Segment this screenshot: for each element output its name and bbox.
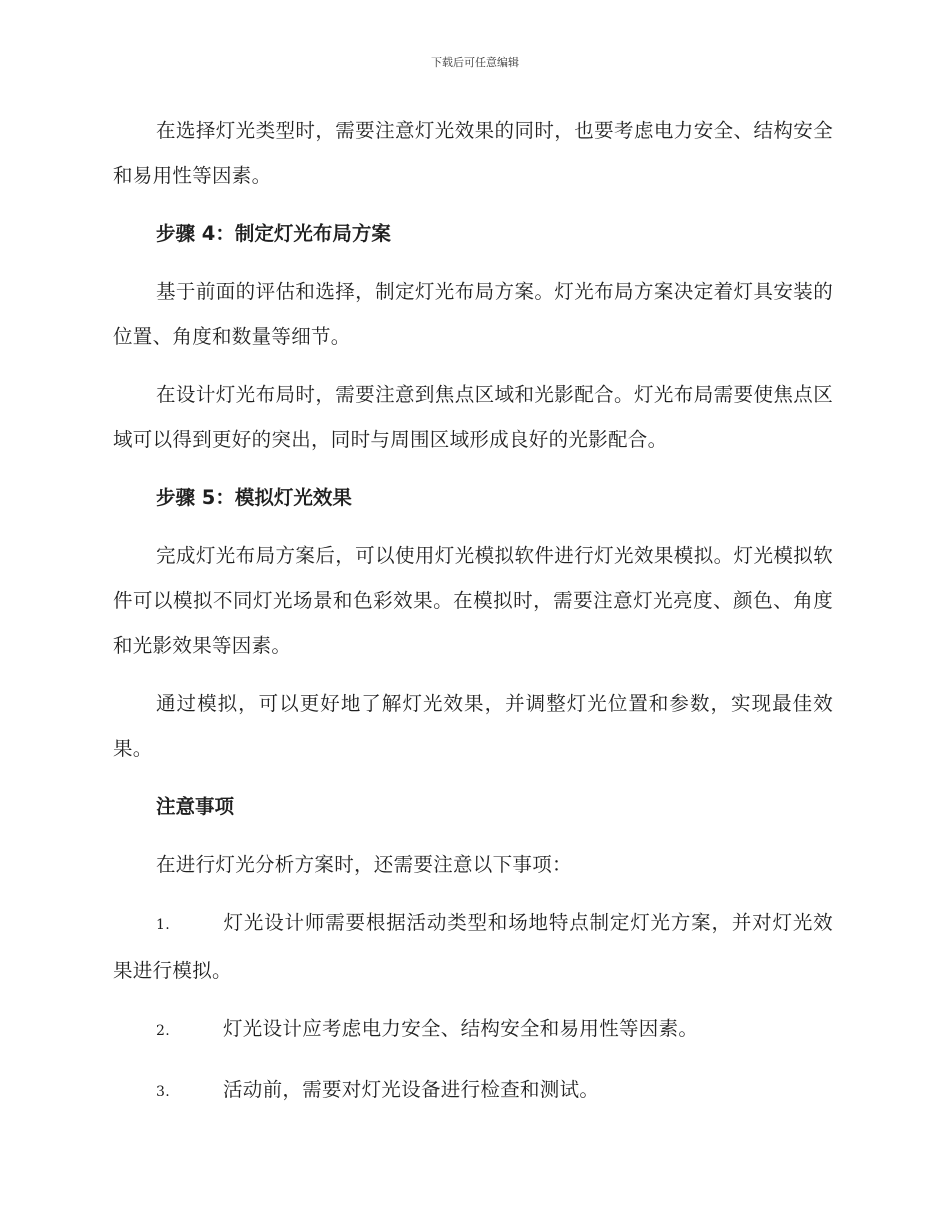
paragraph-layout-plan: 基于前面的评估和选择，制定灯光布局方案。灯光布局方案决定着灯具安装的位置、角度和数量等细节。 [113, 280, 833, 348]
list-item-text: 灯光设计应考虑电力安全、结构安全和易用性等因素。 [223, 1017, 699, 1040]
heading-notes: 注意事项 [156, 795, 235, 818]
list-item [113, 1067, 833, 1115]
paragraph-lighting-type: 在选择灯光类型时，需要注意灯光效果的同时，也要考虑电力安全、结构安全和易用性等因素。 [113, 119, 833, 187]
list-item-number: 1. [156, 917, 170, 933]
list-item-text: 活动前，需要对灯光设备进行检查和测试。 [223, 1078, 600, 1101]
document-body [113, 108, 833, 1128]
paragraph-notes-intro: 在进行灯光分析方案时，还需要注意以下事项： [156, 853, 572, 876]
header-note: 下载后可任意编辑 [431, 56, 519, 69]
paragraph-layout-design: 在设计灯光布局时，需要注意到焦点区域和光影配合。灯光布局需要使焦点区域可以得到更好的突出，同时与周围区域形成良好的光影配合。 [113, 383, 833, 451]
list-item [113, 1006, 833, 1054]
list-item-number: 2. [156, 1023, 170, 1039]
heading-step-5: 步骤 5：模拟灯光效果 [156, 486, 352, 509]
list-item-text: 灯光设计师需要根据活动类型和场地特点制定灯光方案，并对灯光效果进行模拟。 [113, 911, 833, 982]
paragraph-simulation-benefit: 通过模拟，可以更好地了解灯光效果，并调整灯光位置和参数，实现最佳效果。 [113, 692, 833, 760]
paragraph-simulation: 完成灯光布局方案后，可以使用灯光模拟软件进行灯光效果模拟。灯光模拟软件可以模拟不同灯光场景和色彩效果。在模拟时，需要注意灯光亮度、颜色、角度和光影效果等因素。 [113, 544, 833, 657]
list-item [113, 900, 833, 993]
list-item-number: 3. [156, 1084, 170, 1100]
heading-step-4: 步骤 4：制定灯光布局方案 [156, 222, 391, 245]
